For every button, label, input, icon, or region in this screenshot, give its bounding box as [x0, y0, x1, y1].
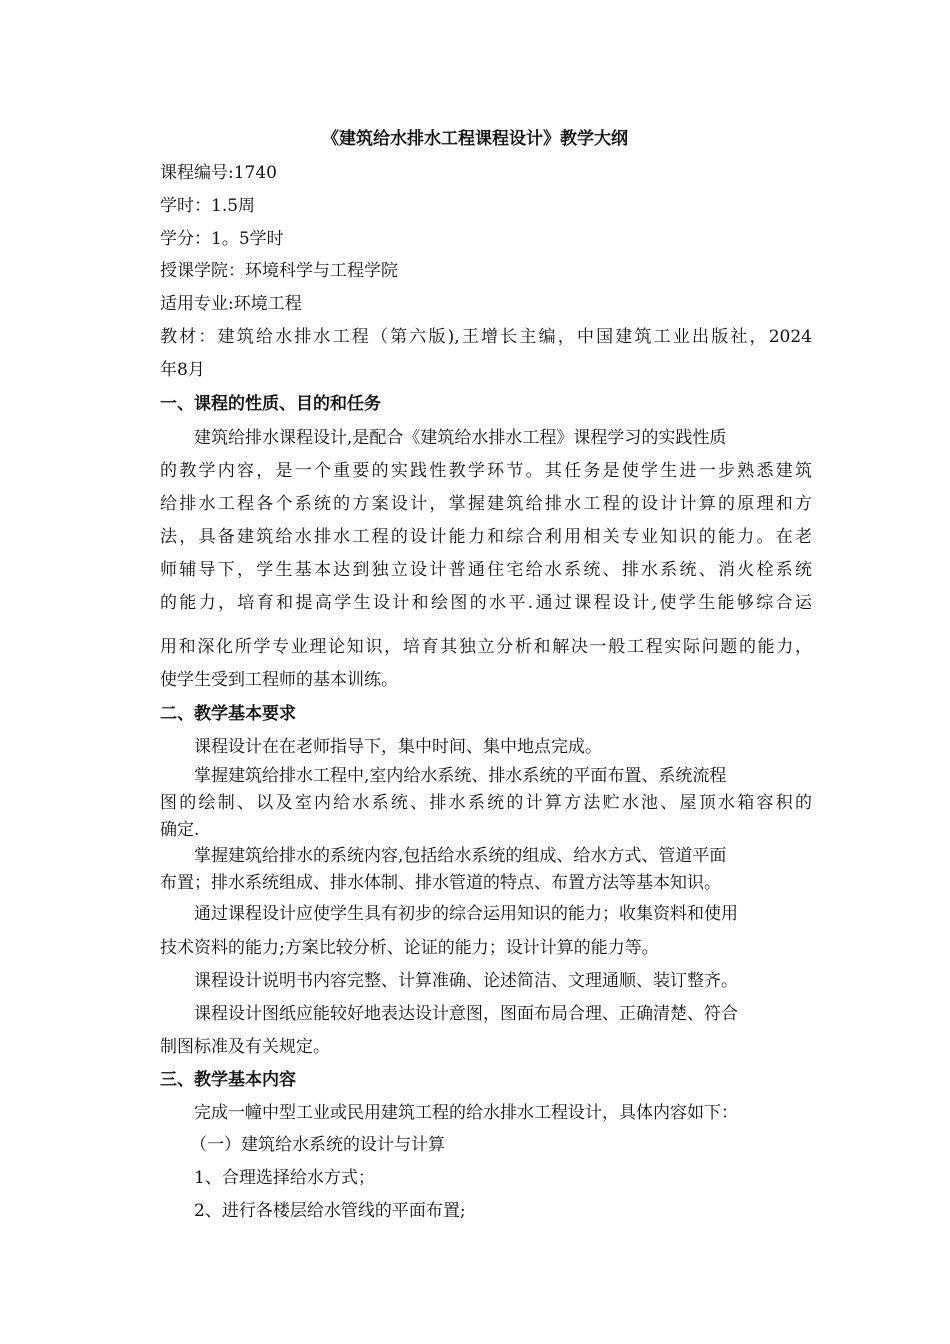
course-hours: 学时：1.5周: [160, 196, 256, 216]
section2-line: 课程设计说明书内容完整、计算准确、论述简洁、文理通顺、装订整齐。: [194, 971, 738, 991]
section2-line: 课程设计图纸应能较好地表达设计意图，图面布局合理、正确清楚、符合: [194, 1004, 738, 1024]
section3-heading: 三、教学基本内容: [160, 1070, 296, 1090]
course-college: 授课学院：环境科学与工程学院: [160, 261, 398, 281]
section2-line: 技术资料的能力;方案比较分析、论证的能力；设计计算的能力等。: [160, 938, 659, 958]
section1-line: 的教学内容，是一个重要的实践性教学环节。其任务是使学生进一步熟悉建筑: [160, 461, 812, 481]
section3-list-item: 1、合理选择给水方式；: [194, 1168, 375, 1188]
section1-line: 给排水工程各个系统的方案设计，掌握建筑给排水工程的设计计算的原理和方: [160, 494, 812, 514]
document-title: 《建筑给水排水工程课程设计》教学大纲: [322, 129, 628, 149]
section2-line: 掌握建筑给排水工程中,室内给水系统、排水系统的平面布置、系统流程: [194, 766, 727, 786]
section3-list-item: 2、进行各楼层给水管线的平面布置;: [194, 1201, 466, 1221]
section1-line: 师辅导下，学生基本达到独立设计普通住宅给水系统、排水系统、消火栓系统: [160, 560, 812, 580]
section2-heading: 二、教学基本要求: [160, 704, 296, 724]
section1-line: 法，具备建筑给水排水工程的设计能力和综合利用相关专业知识的能力。在老: [160, 527, 812, 547]
section3-line: 完成一幢中型工业或民用建筑工程的给水排水工程设计，具体内容如下：: [194, 1103, 738, 1123]
course-major: 适用专业:环境工程: [160, 294, 302, 314]
course-code: 课程编号:1740: [160, 163, 277, 183]
section3-subheading: （一）建筑给水系统的设计与计算: [190, 1135, 445, 1155]
section2-line: 确定.: [160, 820, 200, 840]
section1-heading: 一、课程的性质、目的和任务: [160, 394, 381, 414]
section2-line: 课程设计在在老师指导下，集中时间、集中地点完成。: [194, 737, 602, 757]
course-textbook-line1: 教材：建筑给水排水工程（第六版),王增长主编，中国建筑工业出版社，2024: [160, 327, 812, 347]
section1-line: 建筑给排水课程设计,是配合《建筑给水排水工程》课程学习的实践性质: [194, 428, 727, 448]
section1-line: 使学生受到工程师的基本训练。: [160, 670, 398, 690]
course-textbook-line2: 年8月: [160, 360, 205, 380]
section2-line: 布置；排水系统组成、排水体制、排水管道的特点、布置方法等基本知识。: [160, 873, 721, 893]
section2-line: 图的绘制、以及室内给水系统、排水系统的计算方法贮水池、屋顶水箱容积的: [160, 793, 812, 813]
section2-line: 通过课程设计应使学生具有初步的综合运用知识的能力；收集资料和使用: [194, 904, 738, 924]
section2-line: 制图标准及有关规定。: [160, 1037, 330, 1057]
section1-line: 的能力，培育和提高学生设计和绘图的水平.通过课程设计,使学生能够综合运: [160, 593, 812, 613]
course-credits: 学分：1。5学时: [160, 229, 284, 249]
section2-line: 掌握建筑给排水的系统内容,包括给水系统的组成、给水方式、管道平面: [194, 846, 727, 866]
section1-line: 用和深化所学专业理论知识，培育其独立分析和解决一般工程实际问题的能力，: [160, 637, 812, 657]
